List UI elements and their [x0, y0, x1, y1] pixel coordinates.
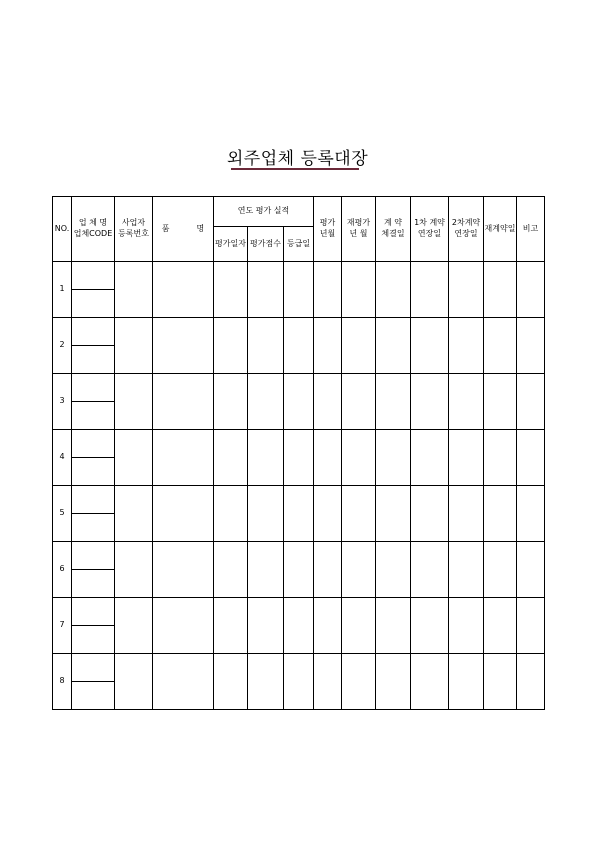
- data-cell[interactable]: [153, 262, 214, 318]
- data-cell[interactable]: [214, 430, 248, 486]
- header-recontract: 재계약일: [484, 197, 517, 262]
- header-item: [153, 197, 214, 262]
- data-cell[interactable]: [284, 430, 314, 486]
- data-cell[interactable]: [314, 262, 342, 318]
- header-eval-date: 평가일자: [214, 227, 248, 262]
- table-row: [53, 654, 545, 682]
- data-cell[interactable]: [115, 654, 153, 710]
- data-cell[interactable]: [342, 654, 376, 710]
- data-cell[interactable]: [248, 598, 284, 654]
- data-cell[interactable]: [153, 318, 214, 374]
- row-number: 8: [53, 654, 72, 710]
- data-cell[interactable]: [484, 654, 517, 710]
- header-vendor: [72, 197, 115, 262]
- vendor-code-cell[interactable]: [72, 458, 115, 486]
- header-eval-line2: 년월: [319, 229, 336, 238]
- data-cell[interactable]: [449, 262, 484, 318]
- data-cell[interactable]: [115, 430, 153, 486]
- header-ext1-line2: 연장일: [417, 229, 442, 238]
- data-cell[interactable]: [314, 542, 342, 598]
- vendor-name-cell[interactable]: [72, 486, 115, 514]
- data-cell[interactable]: [214, 318, 248, 374]
- vendor-code-cell[interactable]: [72, 570, 115, 598]
- data-cell[interactable]: [248, 486, 284, 542]
- data-cell[interactable]: [248, 654, 284, 710]
- header-reeval: [342, 197, 376, 262]
- data-cell[interactable]: [517, 598, 545, 654]
- data-cell[interactable]: [449, 654, 484, 710]
- data-cell[interactable]: [449, 318, 484, 374]
- header-vendor-code: 업체CODE: [73, 229, 113, 238]
- table-row: [53, 318, 545, 346]
- data-cell[interactable]: [376, 654, 411, 710]
- data-cell[interactable]: [342, 598, 376, 654]
- data-cell[interactable]: [314, 374, 342, 430]
- vendor-code-cell[interactable]: [72, 626, 115, 654]
- document-title: 외주업체 등록대장: [226, 149, 369, 169]
- data-cell[interactable]: [248, 542, 284, 598]
- data-cell[interactable]: [248, 374, 284, 430]
- header-biz-reg: [115, 197, 153, 262]
- header-ext2-line1: 2차계약: [451, 218, 481, 228]
- data-cell[interactable]: [214, 654, 248, 710]
- data-cell[interactable]: [342, 542, 376, 598]
- table-row: [53, 542, 545, 570]
- data-cell[interactable]: [484, 374, 517, 430]
- table-row: [53, 430, 545, 458]
- data-cell[interactable]: [484, 542, 517, 598]
- data-cell[interactable]: [484, 318, 517, 374]
- data-cell[interactable]: [284, 374, 314, 430]
- row-number: 7: [53, 598, 72, 654]
- header-remarks: 비고: [517, 197, 545, 262]
- data-cell[interactable]: [376, 598, 411, 654]
- header-biz-reg-line2: 등록번호: [118, 229, 149, 238]
- header-annual-eval: 연도 평가 실적: [214, 197, 314, 227]
- row-number: 4: [53, 430, 72, 486]
- data-cell[interactable]: [517, 318, 545, 374]
- vendor-name-cell[interactable]: [72, 654, 115, 682]
- row-number: 1: [53, 262, 72, 318]
- header-reeval-line2: 년 월: [349, 229, 368, 238]
- data-cell[interactable]: [342, 262, 376, 318]
- data-cell[interactable]: [314, 318, 342, 374]
- header-ext1-line1: 1차 계약: [414, 218, 445, 228]
- vendor-register-table: [52, 196, 545, 710]
- data-cell[interactable]: [115, 598, 153, 654]
- data-cell[interactable]: [411, 486, 449, 542]
- data-cell[interactable]: [342, 430, 376, 486]
- header-reeval-line1: 재평가: [346, 218, 371, 228]
- data-cell[interactable]: [376, 374, 411, 430]
- table-row: [53, 374, 545, 402]
- table-row: [53, 486, 545, 514]
- data-cell[interactable]: [314, 430, 342, 486]
- row-number: 5: [53, 486, 72, 542]
- data-cell[interactable]: [484, 262, 517, 318]
- data-cell[interactable]: [517, 486, 545, 542]
- header-ext2: [449, 197, 484, 262]
- data-cell[interactable]: [411, 318, 449, 374]
- data-cell[interactable]: [484, 486, 517, 542]
- data-cell[interactable]: [314, 654, 342, 710]
- vendor-name-cell[interactable]: [72, 542, 115, 570]
- row-number: 2: [53, 318, 72, 374]
- data-cell[interactable]: [484, 598, 517, 654]
- data-cell[interactable]: [411, 430, 449, 486]
- data-cell[interactable]: [411, 598, 449, 654]
- data-cell[interactable]: [342, 318, 376, 374]
- data-cell[interactable]: [248, 262, 284, 318]
- data-cell[interactable]: [376, 430, 411, 486]
- header-eval-score: 평가점수: [248, 227, 284, 262]
- vendor-code-cell[interactable]: [72, 682, 115, 710]
- data-cell[interactable]: [449, 430, 484, 486]
- header-contract-line2: 체결일: [381, 229, 405, 238]
- data-cell[interactable]: [449, 598, 484, 654]
- title-underline: [231, 168, 359, 170]
- data-cell[interactable]: [517, 542, 545, 598]
- table-row: [53, 262, 545, 290]
- data-cell[interactable]: [449, 542, 484, 598]
- data-cell[interactable]: [484, 430, 517, 486]
- row-number: 6: [53, 542, 72, 598]
- data-cell[interactable]: [284, 318, 314, 374]
- data-cell[interactable]: [214, 262, 248, 318]
- vendor-code-cell[interactable]: [72, 402, 115, 430]
- header-grade: 등급일: [284, 227, 314, 262]
- header-contract-line1: 계 약: [384, 218, 403, 228]
- header-biz-reg-line1: 사업자: [121, 218, 146, 228]
- data-cell[interactable]: [314, 486, 342, 542]
- header-ext1: [411, 197, 449, 262]
- header-item-b: 명: [196, 223, 205, 233]
- header-eval-line1: 평가: [319, 218, 336, 228]
- data-cell[interactable]: [342, 486, 376, 542]
- data-cell[interactable]: [376, 542, 411, 598]
- data-cell[interactable]: [214, 542, 248, 598]
- data-cell[interactable]: [342, 374, 376, 430]
- table-row: [53, 598, 545, 626]
- vendor-name-cell[interactable]: [72, 318, 115, 346]
- data-cell[interactable]: [517, 262, 545, 318]
- header-ext2-line2: 연장일: [454, 229, 478, 238]
- data-cell[interactable]: [284, 654, 314, 710]
- data-cell[interactable]: [248, 318, 284, 374]
- data-cell[interactable]: [153, 542, 214, 598]
- data-cell[interactable]: [517, 430, 545, 486]
- header-contract: [376, 197, 411, 262]
- data-cell[interactable]: [115, 262, 153, 318]
- data-cell[interactable]: [214, 598, 248, 654]
- vendor-name-cell[interactable]: [72, 374, 115, 402]
- header-eval-ym: [314, 197, 342, 262]
- data-cell[interactable]: [376, 318, 411, 374]
- data-cell[interactable]: [411, 374, 449, 430]
- data-cell[interactable]: [115, 486, 153, 542]
- data-cell[interactable]: [153, 486, 214, 542]
- data-cell[interactable]: [115, 374, 153, 430]
- data-cell[interactable]: [517, 374, 545, 430]
- data-cell[interactable]: [284, 542, 314, 598]
- data-cell[interactable]: [153, 598, 214, 654]
- data-cell[interactable]: [214, 486, 248, 542]
- header-no: NO.: [53, 197, 72, 262]
- vendor-code-cell[interactable]: [72, 346, 115, 374]
- data-cell[interactable]: [314, 598, 342, 654]
- row-number: 3: [53, 374, 72, 430]
- data-cell[interactable]: [284, 598, 314, 654]
- data-cell[interactable]: [449, 374, 484, 430]
- data-cell[interactable]: [376, 486, 411, 542]
- data-cell[interactable]: [153, 374, 214, 430]
- vendor-code-cell[interactable]: [72, 514, 115, 542]
- data-cell[interactable]: [115, 542, 153, 598]
- data-cell[interactable]: [248, 430, 284, 486]
- data-cell[interactable]: [376, 262, 411, 318]
- vendor-name-cell[interactable]: [72, 430, 115, 458]
- vendor-code-cell[interactable]: [72, 290, 115, 318]
- data-cell[interactable]: [153, 430, 214, 486]
- data-cell[interactable]: [411, 542, 449, 598]
- data-cell[interactable]: [517, 654, 545, 710]
- data-cell[interactable]: [153, 654, 214, 710]
- data-cell[interactable]: [411, 654, 449, 710]
- data-cell[interactable]: [214, 374, 248, 430]
- vendor-name-cell[interactable]: [72, 598, 115, 626]
- header-vendor-name: 업 체 명: [78, 218, 108, 228]
- data-cell[interactable]: [284, 262, 314, 318]
- header-item-a: 품: [161, 223, 170, 233]
- data-cell[interactable]: [284, 486, 314, 542]
- data-cell[interactable]: [449, 486, 484, 542]
- data-cell[interactable]: [115, 318, 153, 374]
- data-cell[interactable]: [411, 262, 449, 318]
- vendor-name-cell[interactable]: [72, 262, 115, 290]
